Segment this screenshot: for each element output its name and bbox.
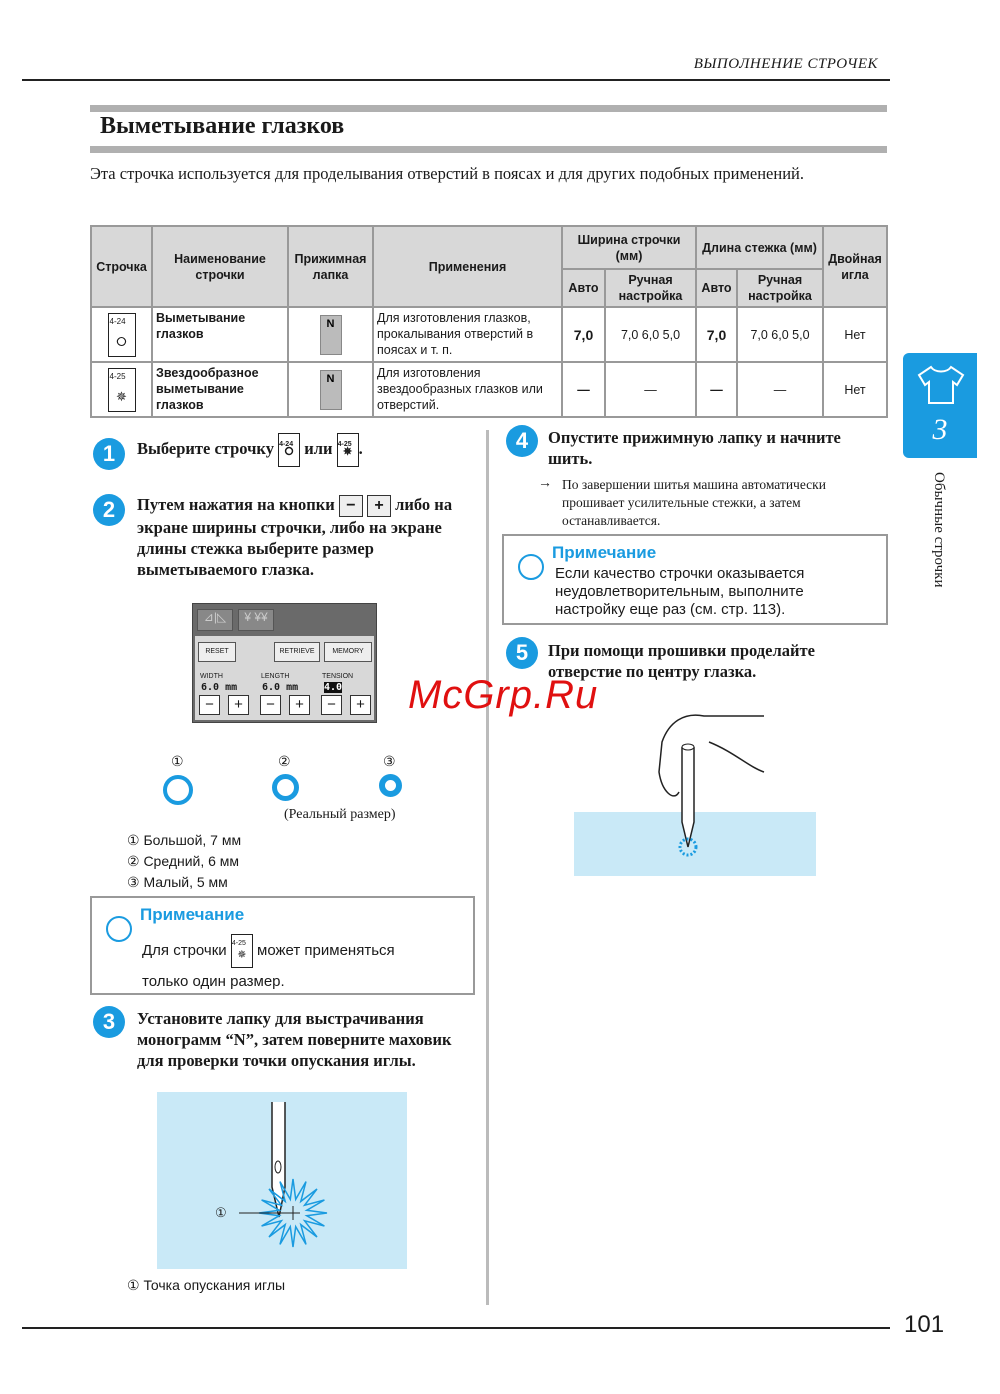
cell-l-auto: — [696, 362, 737, 417]
step-5-text: При помощи прошивки проделайте отверстие по центру глазка. [548, 641, 815, 681]
lightbulb-icon [518, 554, 544, 580]
actual-size-caption: (Реальный размер) [284, 807, 396, 822]
chapter-number: 3 [932, 413, 948, 446]
step-2-label-2: либо на [395, 495, 453, 514]
period: . [358, 438, 363, 458]
width-label: WIDTH [200, 673, 223, 680]
stitch-4-25-icon: 4-25 ✵ [337, 433, 359, 467]
needle-drop-illustration [157, 1092, 407, 1269]
tension-plus-button[interactable]: + [350, 695, 371, 715]
awl-hand-illustration [574, 712, 816, 877]
needle-drop-figure [157, 1092, 407, 1269]
note-title: Примечание [140, 905, 245, 924]
size-small: ③ Малый, 5 мм [127, 874, 228, 890]
step-4-badge: 4 [506, 425, 538, 457]
minus-button[interactable]: − [339, 495, 363, 517]
cell-l-auto: 7,0 [696, 307, 737, 362]
width-value: 6.0 mm [201, 682, 238, 693]
step-2-label: Путем нажатия на кнопки [137, 495, 335, 514]
memory-button[interactable]: MEMORY [324, 642, 372, 662]
th-twin: Двойная игла [823, 226, 887, 307]
table-row [91, 307, 887, 362]
watermark: McGrp.Ru [408, 673, 599, 717]
needle-point-marker: ① [215, 1205, 227, 1220]
eyelet-large-icon [163, 775, 193, 805]
cell-twin: Нет [823, 307, 887, 362]
step-1-label: Выберите строчку [137, 438, 274, 458]
table-row [91, 362, 887, 417]
tension-value: 4.0 [324, 682, 343, 693]
width-plus-button[interactable]: + [228, 695, 249, 715]
arrow-icon: → [538, 476, 552, 491]
plus-button[interactable]: + [367, 495, 391, 517]
cell-w-auto: — [562, 362, 605, 417]
size-medium: ② Средний, 6 мм [127, 853, 240, 869]
th-length-manual: Ручная настройка [737, 269, 823, 307]
cell-l-manual: 7,0 6,0 5,0 [737, 307, 823, 362]
page-title: Выметывание глазков [100, 113, 345, 139]
note-box-1 [90, 896, 475, 995]
step-3-text: Установите лапку для выстрачивания монограмм “N”, затем поверните маховик для проверки точки опускания иглы. [137, 1009, 452, 1070]
cell-w-manual: — [605, 362, 696, 417]
note-text [142, 934, 395, 996]
size-marker-3: ③ [383, 753, 396, 769]
twin-needle-icon[interactable]: ¥ ¥¥ [238, 609, 274, 631]
lightbulb-icon [106, 916, 132, 942]
step-5-badge: 5 [506, 637, 538, 669]
step-3-badge: 3 [93, 1006, 125, 1038]
shirt-icon [917, 365, 965, 405]
presser-foot-n-icon: N [320, 315, 342, 355]
size-list [127, 830, 241, 893]
cell-twin: Нет [823, 362, 887, 417]
length-minus-button[interactable]: − [260, 695, 281, 715]
cell-uses: Для изготовления глазков, прокалывания отверстий в поясах и т. п. [373, 307, 562, 362]
th-width-manual: Ручная настройка [605, 269, 696, 307]
stitch-4-25-icon: 4-25 ✵ [231, 934, 253, 968]
note-title: Примечание [552, 543, 657, 562]
th-width-auto: Авто [562, 269, 605, 307]
chapter-tab[interactable] [903, 353, 977, 458]
presser-foot-n-icon: N [320, 370, 342, 410]
size-large: ① Большой, 7 мм [127, 832, 242, 848]
th-length-auto: Авто [696, 269, 737, 307]
tension-label: TENSION [322, 673, 354, 680]
note-text: Если качество строчки оказывается неудовлетворительным, выполните настройку еще раз (см. стр. 113). [555, 565, 805, 618]
or-label: или [304, 438, 333, 458]
footer-rule [22, 1327, 890, 1329]
needle-point-caption: ① Точка опускания иглы [127, 1277, 286, 1293]
chapter-label: Обычные строчки [931, 472, 947, 588]
note-text-1: Для строчки [142, 941, 227, 959]
mirror-icon[interactable]: ⊿|◺ [197, 609, 233, 631]
tension-minus-button[interactable]: − [321, 695, 342, 715]
length-label: LENGTH [261, 673, 290, 680]
cell-w-auto: 7,0 [562, 307, 605, 362]
page-number: 101 [904, 1311, 945, 1338]
stitch-4-24-icon: 4-24 ⭘ [278, 433, 300, 467]
cell-l-manual: — [737, 362, 823, 417]
running-header: ВЫПОЛНЕНИЕ СТРОЧЕК [693, 56, 878, 72]
step-4-text: Опустите прижимную лапку и начните шить. [548, 428, 841, 468]
retrieve-button[interactable]: RETRIEVE [274, 642, 320, 662]
note-text-2: может применяться [257, 941, 395, 959]
th-length: Длина стежка (мм) [696, 226, 823, 269]
cell-uses: Для изготовления звездообразных глазков или отверстий. [373, 362, 562, 417]
step-2-label-3: экране ширины строчки, либо на экране длины стежка выберите размер выметываемого глазка. [137, 518, 442, 580]
title-bar-top [90, 105, 887, 112]
eyelet-small-icon [379, 774, 402, 797]
note-text-3: только один размер. [142, 973, 285, 990]
step-1-text [137, 433, 363, 467]
width-minus-button[interactable]: − [199, 695, 220, 715]
stitch-table [90, 225, 888, 418]
length-plus-button[interactable]: + [289, 695, 310, 715]
step-4-result: По завершении шитья машина автоматически прошивает усилительные стежки, а затем останавливается. [562, 477, 826, 528]
note-box-2 [502, 534, 888, 625]
step-2-badge: 2 [93, 494, 125, 526]
size-marker-1: ① [171, 753, 184, 769]
stitch-icon-eyelet: 4-24 ⭘ [108, 313, 136, 357]
size-marker-2: ② [278, 753, 291, 769]
stitch-icon-star-eyelet: 4-25 ✵ [108, 368, 136, 412]
step-1-badge: 1 [93, 438, 125, 470]
cell-name: Выметывание глазков [152, 307, 288, 362]
header-rule [22, 79, 890, 81]
step-2-text [137, 494, 472, 580]
punch-figure [574, 712, 816, 877]
th-uses: Применения [373, 226, 562, 307]
length-value: 6.0 mm [262, 682, 299, 693]
eyelet-medium-icon [272, 774, 299, 801]
lcd-screen [192, 603, 377, 723]
th-foot: Прижимная лапка [288, 226, 373, 307]
cell-w-manual: 7,0 6,0 5,0 [605, 307, 696, 362]
reset-button[interactable]: RESET [198, 642, 236, 662]
column-divider [486, 430, 489, 1305]
cell-name: Звездообразное выметывание глазков [152, 362, 288, 417]
th-width: Ширина строчки (мм) [562, 226, 696, 269]
th-stitch: Строчка [91, 226, 152, 307]
th-name: Наименование строчки [152, 226, 288, 307]
intro-text: Эта строчка используется для проделывания отверстий в поясах и для других подобных применений. [90, 164, 804, 183]
title-bar-bottom [90, 146, 887, 153]
